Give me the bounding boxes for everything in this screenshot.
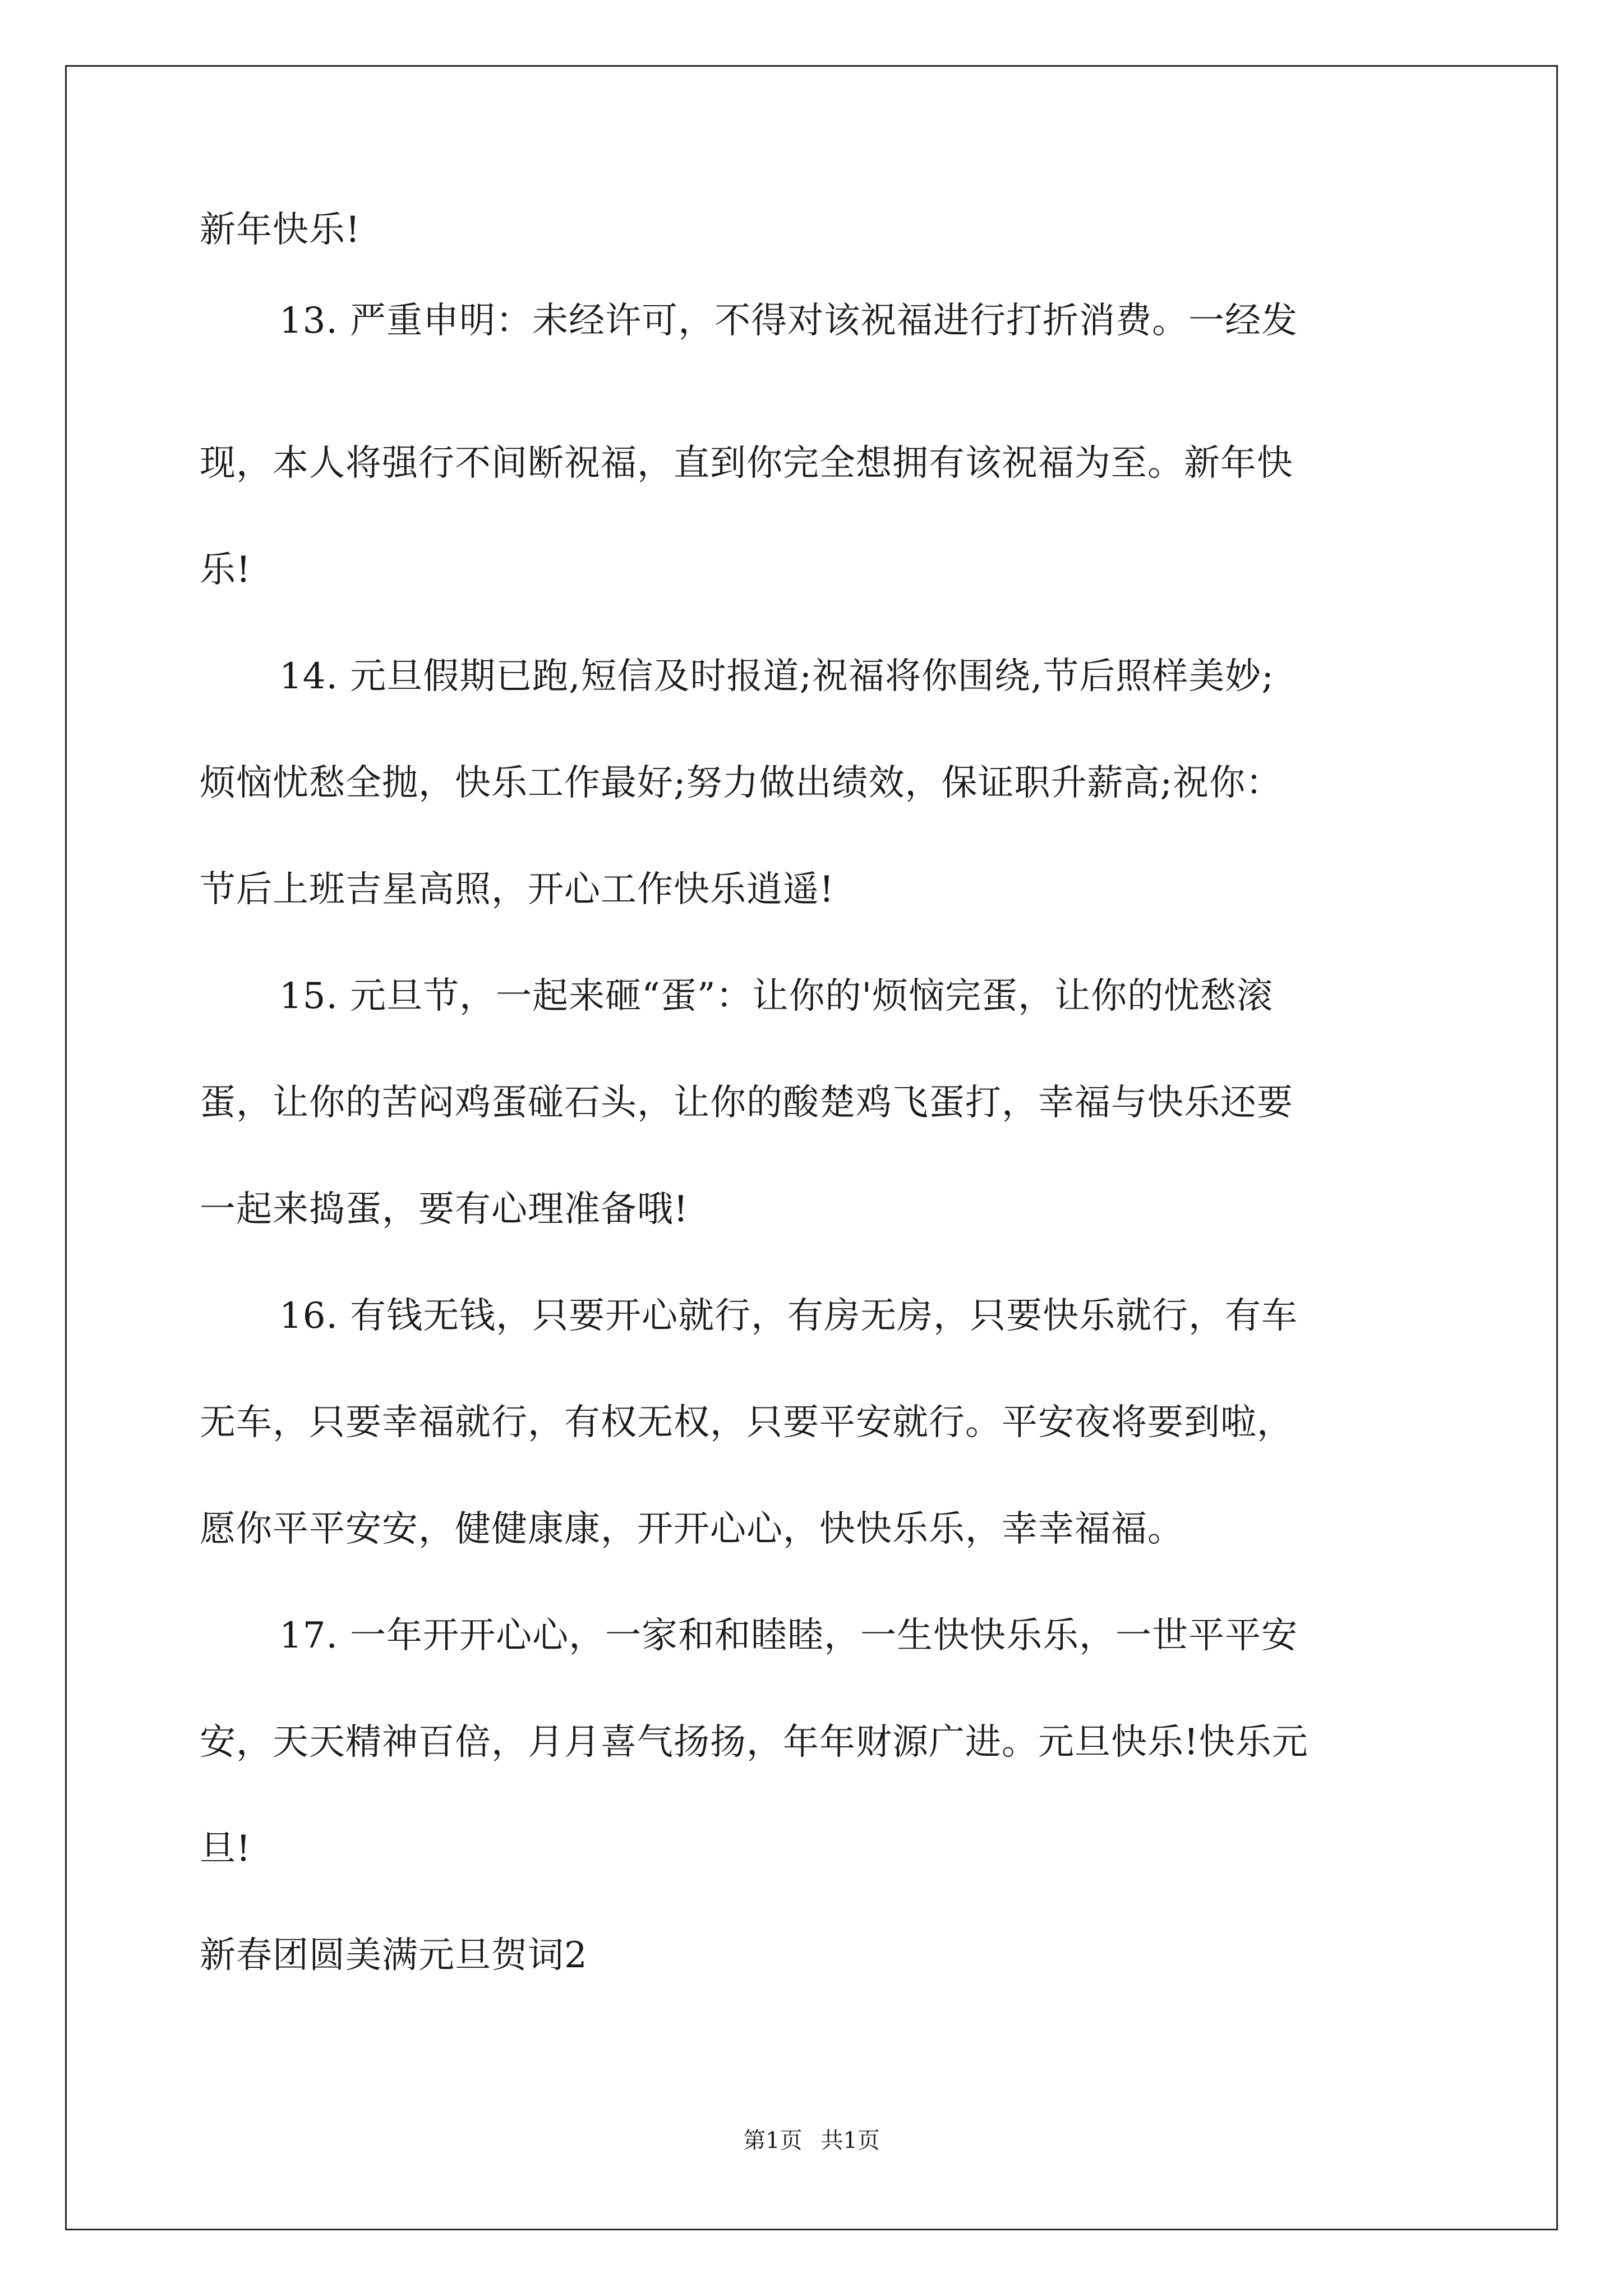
section-heading: 新春团圆美满元旦贺词2 [200, 1935, 588, 1976]
text-line: 现，本人将强行不间断祝福，直到你完全想拥有该祝福为至。新年快 [200, 443, 1293, 484]
page-footer [0, 2127, 1623, 2154]
text-line: 烦恼忧愁全抛，快乐工作最好;努力做出绩效，保证职升薪高;祝你： [200, 762, 1283, 804]
text-line: 安，天天精神百倍，月月喜气扬扬，年年财源广进。元旦快乐!快乐元 [200, 1722, 1308, 1763]
text-line: 乐! [200, 549, 251, 591]
text-line: 14. 元旦假期已跑,短信及时报道;祝福将你围绕,节后照样美妙; [279, 656, 1274, 697]
text-line: 新年快乐! [200, 209, 361, 251]
text-line: 一起来捣蛋，要有心理准备哦! [200, 1189, 689, 1230]
text-line: 无车，只要幸福就行，有权无权，只要平安就行。平安夜将要到啦， [200, 1402, 1293, 1443]
text-line: 16. 有钱无钱，只要开心就行，有房无房，只要快乐就行，有车 [279, 1295, 1298, 1337]
text-line: 蛋，让你的苦闷鸡蛋碰石头，让你的酸楚鸡飞蛋打，幸福与快乐还要 [200, 1082, 1293, 1124]
page-border [65, 65, 1558, 2230]
text-line: 愿你平平安安，健健康康，开开心心，快快乐乐，幸幸福福。 [200, 1508, 1184, 1550]
text-line: 17. 一年开开心心，一家和和睦睦，一生快快乐乐，一世平平安 [279, 1615, 1298, 1657]
page-number-current: 第1页 [743, 2128, 803, 2154]
text-line: 旦! [200, 1828, 251, 1870]
text-line: 13. 严重申明：未经许可，不得对该祝福进行打折消费。一经发 [279, 300, 1298, 342]
page-number-total: 共1页 [820, 2128, 880, 2154]
text-line: 节后上班吉星高照，开心工作快乐逍遥! [200, 869, 834, 910]
text-line: 15. 元旦节，一起来砸“蛋”：让你的'烦恼完蛋，让你的忧愁滚 [279, 976, 1274, 1017]
